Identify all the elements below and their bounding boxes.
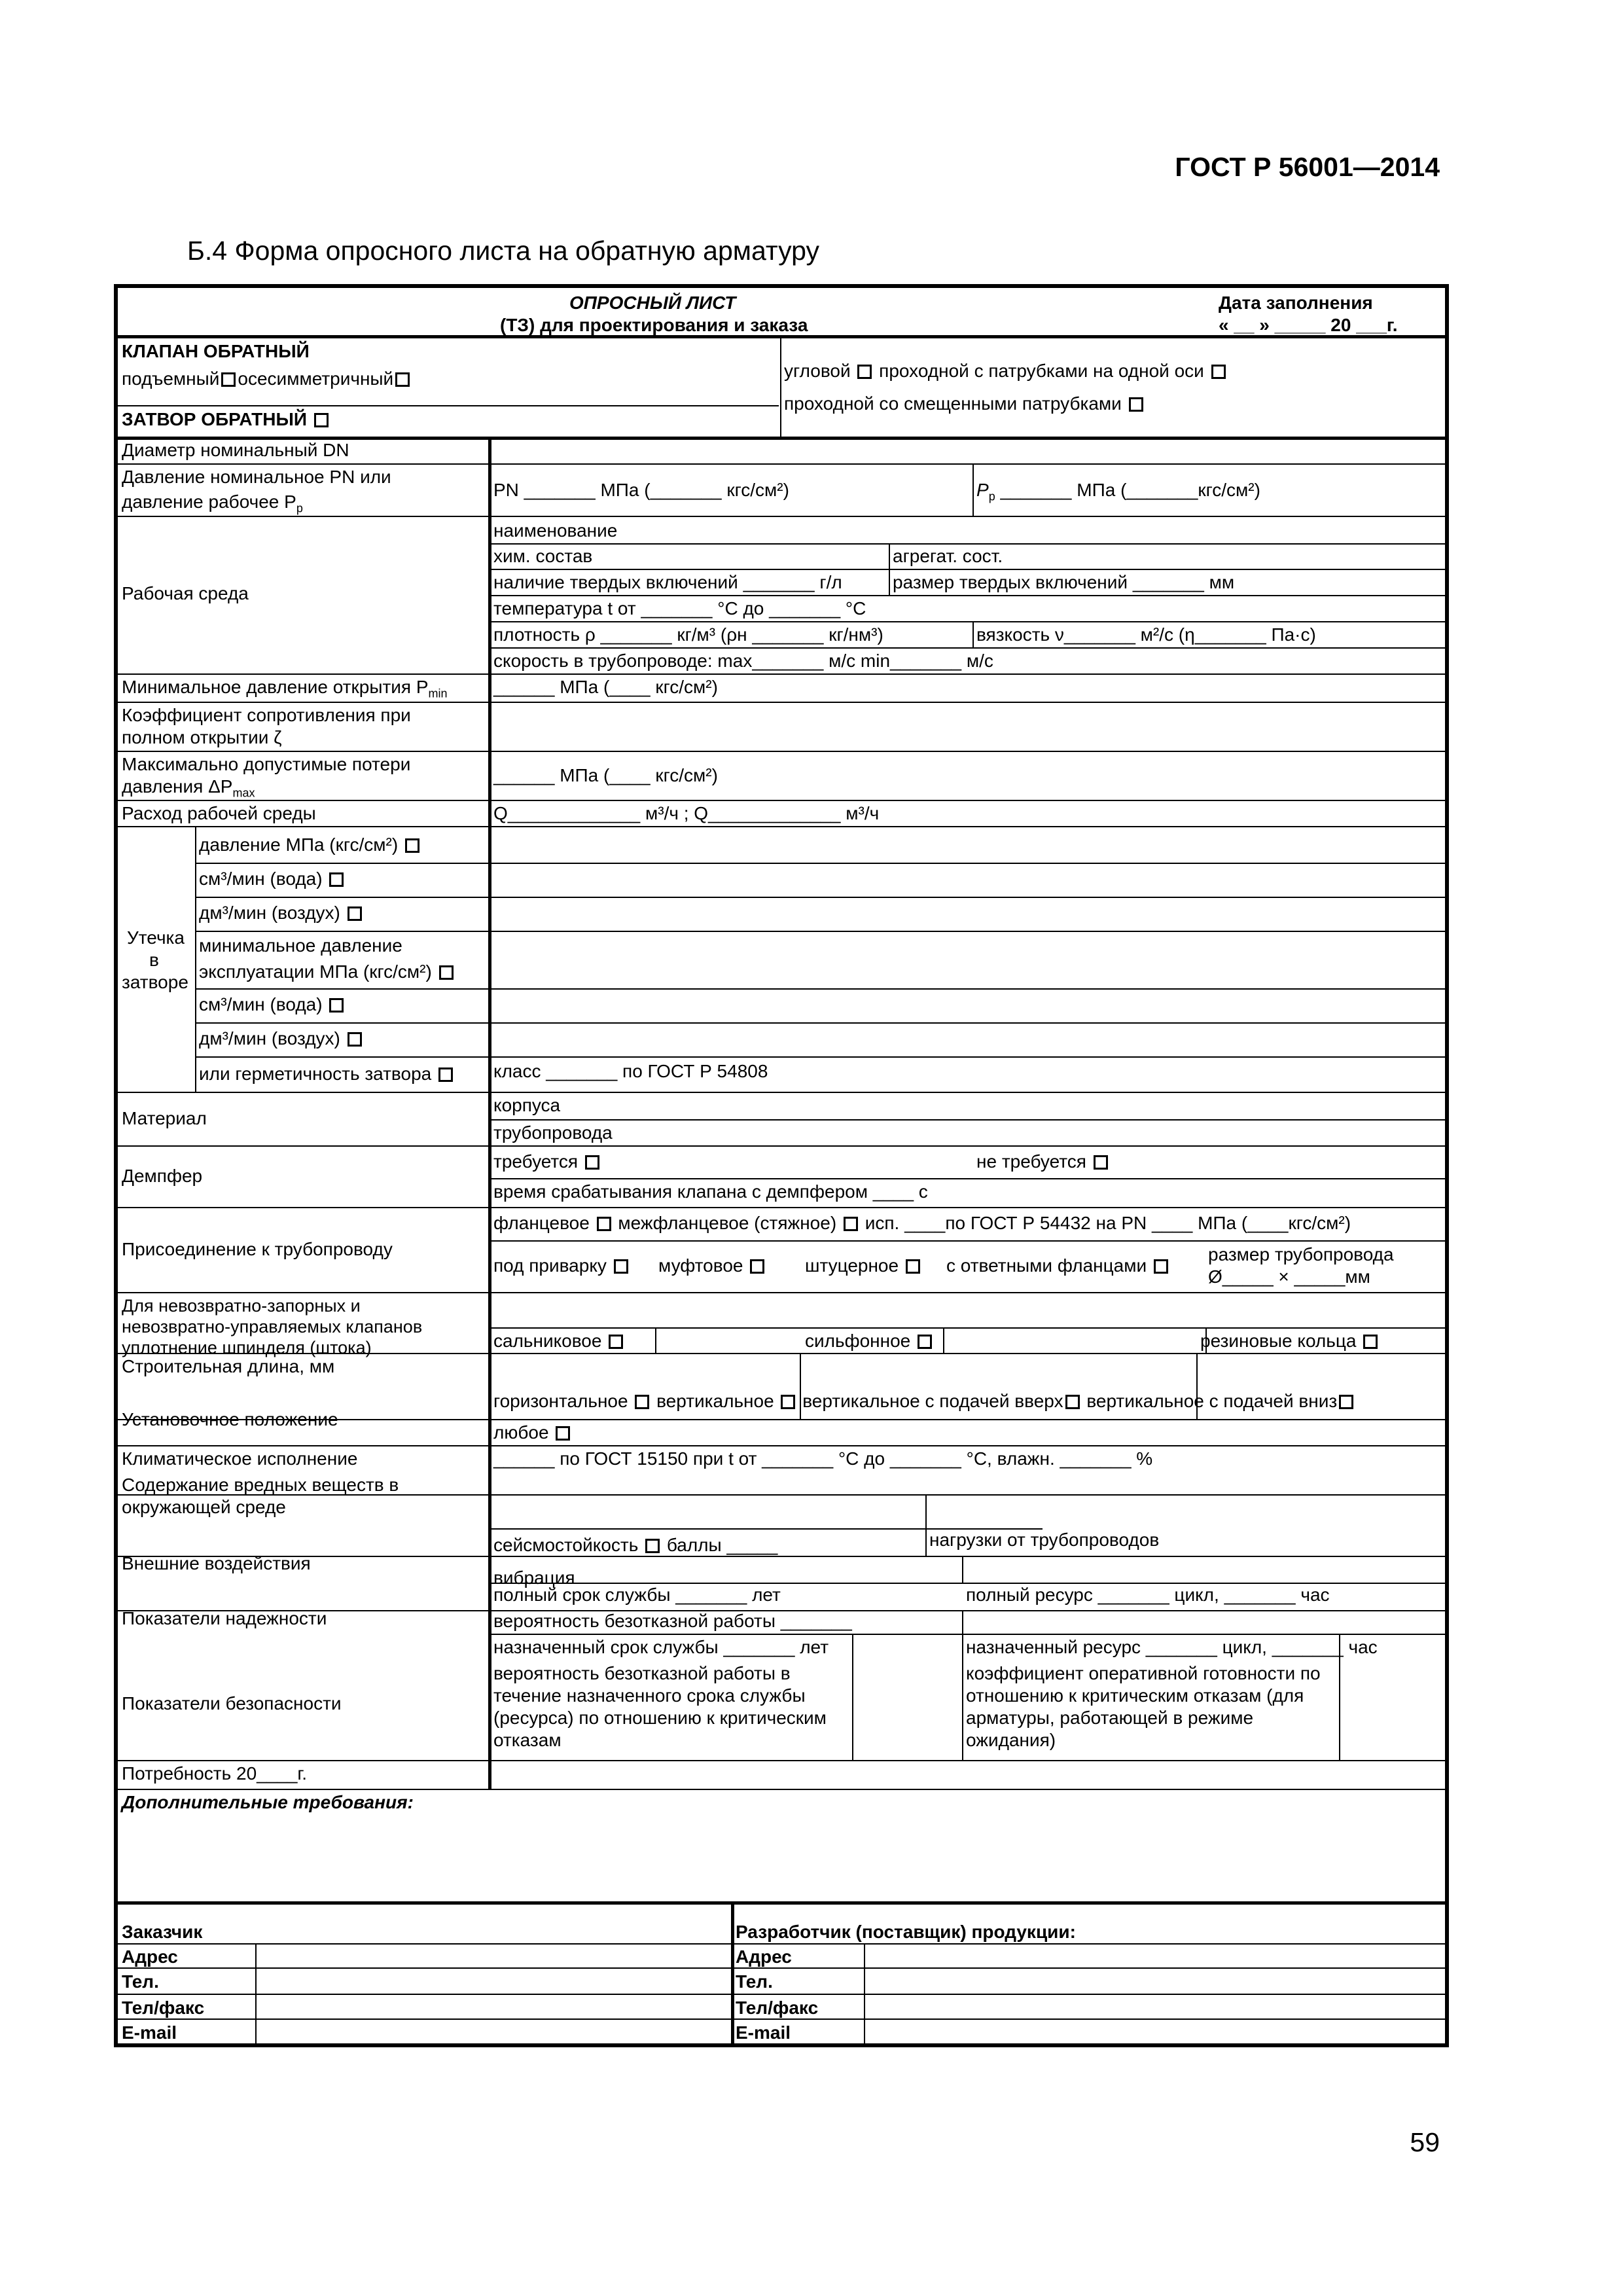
option-damper-required[interactable]: требуется (493, 1151, 601, 1173)
label-connection: Присоединение к трубопроводу (122, 1239, 393, 1259)
option-leak-air-2[interactable]: дм³/мин (воздух) (199, 1028, 364, 1050)
label-climate: Климатическое исполнение (122, 1448, 358, 1469)
option-weld[interactable]: под приварку (493, 1255, 630, 1277)
label-zeta-2: полном открытии ζ (122, 727, 282, 747)
checkbox-icon (439, 965, 454, 980)
field-full-life[interactable]: полный срок службы _______ лет (493, 1585, 781, 1605)
field-material-body[interactable]: корпуса (493, 1095, 561, 1115)
label-developer-address: Адрес (736, 1946, 792, 1967)
checkbox-icon (1129, 397, 1143, 412)
label-medium: Рабочая среда (122, 583, 249, 603)
field-assigned-resource[interactable]: назначенный ресурс _______ цикл, _______ час (966, 1637, 1378, 1657)
label-leak-2: в (149, 950, 159, 970)
label-safety: Показатели безопасности (122, 1693, 342, 1713)
option-bellows[interactable]: сильфонное (805, 1330, 934, 1352)
field-reliability-prob[interactable]: вероятность безотказной работы _______ (493, 1611, 852, 1631)
checkbox-icon (585, 1155, 599, 1170)
label-seal-2: невозвратно-управляемых клапанов (122, 1317, 423, 1336)
label-customer-address: Адрес (122, 1946, 178, 1967)
option-minp[interactable]: эксплуатации МПа (кгс/см²) (199, 961, 455, 983)
checkbox-icon (314, 413, 329, 427)
field-pipe-loads[interactable]: нагрузки от трубопроводов (929, 1530, 1160, 1550)
checkbox-icon (857, 365, 872, 379)
field-climate[interactable]: ______ по ГОСТ 15150 при t от _______ °С до _______ °С, влажн. _______ % (493, 1448, 1153, 1469)
label-readiness-4: ожидания) (966, 1730, 1056, 1750)
label-flow: Расход рабочей среды (122, 803, 316, 823)
checkbox-icon (597, 1217, 611, 1231)
option-angle[interactable]: угловой проходной с патрубками на одной оси (784, 360, 1228, 382)
label-dp-1: Максимально допустимые потери (122, 754, 411, 774)
checkbox-icon (438, 1067, 453, 1082)
option-leak-water[interactable]: см³/мин (вода) (199, 868, 346, 890)
checkbox-icon (906, 1259, 920, 1274)
label-safety-prob-1: вероятность безотказной работы в (493, 1663, 791, 1683)
option-leak-pressure[interactable]: давление МПа (кгс/см²) (199, 834, 421, 856)
field-state[interactable]: агрегат. сост. (893, 546, 1003, 566)
option-gate[interactable]: ЗАТВОР ОБРАТНЫЙ (122, 408, 330, 431)
option-position[interactable]: горизонтальное вертикальное вертикальное с подачей вверх вертикальное с подачей вниз (493, 1390, 1355, 1412)
label-extra-requirements: Дополнительные требования: (122, 1792, 414, 1812)
option-seismic[interactable]: сейсмостойкость баллы _____ (493, 1535, 778, 1555)
label-pn-2: давление рабочее $P_р$ (122, 492, 303, 515)
checkbox-icon (750, 1259, 764, 1274)
option-lift[interactable]: подъемный осесимметричный (122, 368, 412, 390)
field-dp[interactable]: ______ МПа (____ кгс/см²) (493, 765, 718, 785)
checkbox-icon (1211, 365, 1226, 379)
label-customer: Заказчик (122, 1922, 203, 1942)
field-material-pipe[interactable]: трубопровода (493, 1122, 613, 1143)
label-pmin: Минимальное давление открытия $P_{min}$ (122, 677, 448, 700)
field-assigned-life[interactable]: назначенный срок службы _______ лет (493, 1637, 829, 1657)
field-vibration[interactable]: вибрация (493, 1568, 575, 1588)
valve-type-label: КЛАПАН ОБРАТНЫЙ (122, 341, 310, 361)
label-customer-tel: Тел. (122, 1971, 159, 1992)
checkbox-icon (395, 372, 410, 387)
label-minp-1: минимальное давление (199, 935, 402, 956)
checkbox-icon (221, 372, 236, 387)
form-subtitle: (ТЗ) для проектирования и заказа (500, 315, 808, 335)
checkbox-icon (1094, 1155, 1108, 1170)
field-chem[interactable]: хим. состав (493, 546, 593, 566)
standard-number: ГОСТ Р 56001—2014 (1175, 152, 1440, 182)
checkbox-icon (1065, 1395, 1080, 1409)
label-developer-tel: Тел. (736, 1971, 773, 1992)
label-external: Внешние воздействия (122, 1553, 311, 1573)
option-leak-air[interactable]: дм³/мин (воздух) (199, 902, 364, 924)
checkbox-icon (781, 1395, 795, 1409)
field-solids[interactable]: наличие твердых включений _______ г/л (493, 572, 842, 592)
option-tightness[interactable]: или герметичность затвора (199, 1063, 455, 1085)
checkbox-icon (645, 1539, 660, 1553)
questionnaire-form (114, 284, 1449, 2047)
label-damper: Демпфер (122, 1166, 203, 1186)
field-full-resource[interactable]: полный ресурс _______ цикл, _______ час (966, 1585, 1330, 1605)
label-harmful-2: окружающей среде (122, 1497, 286, 1517)
field-density[interactable]: плотность ρ _______ кг/м³ (ρн _______ кг/нм³) (493, 624, 883, 645)
caption: Б.4 Форма опросного листа на обратную арматуру (187, 236, 819, 266)
option-gland[interactable]: сальниковое (493, 1330, 625, 1352)
label-customer-fax: Тел/факс (122, 1998, 205, 2018)
field-pipe-size[interactable]: Ø_____ × _____мм (1208, 1266, 1370, 1287)
label-safety-prob-4: отказам (493, 1730, 562, 1750)
field-medium-name[interactable]: наименование (493, 520, 618, 541)
label-zeta-1: Коэффициент сопротивления при (122, 705, 411, 725)
checkbox-icon (635, 1395, 649, 1409)
label-developer-fax: Тел/факс (736, 1998, 819, 2018)
field-class[interactable]: класс _______ по ГОСТ Р 54808 (493, 1061, 768, 1081)
option-sleeve[interactable]: муфтовое (658, 1255, 766, 1277)
label-safety-prob-2: течение назначенного срока службы (493, 1685, 806, 1706)
label-reliability: Показатели надежности (122, 1608, 327, 1628)
label-developer-email: E-mail (736, 2022, 791, 2043)
checkbox-icon (1339, 1395, 1353, 1409)
option-fitting[interactable]: штуцерное (805, 1255, 922, 1277)
checkbox-icon (348, 1032, 362, 1047)
label-leak-3: затворе (122, 972, 188, 992)
date-field[interactable]: « __ » _____ 20 ___г. (1219, 315, 1398, 335)
option-flange[interactable]: фланцевое межфланцевое (стяжное) исп. ____по ГОСТ Р 54432 на PN ____ МПа (____кгс/см²) (493, 1213, 1351, 1233)
option-any[interactable]: любое (493, 1422, 572, 1444)
label-seal-3: уплотнение шпинделя (штока) (122, 1338, 372, 1357)
option-counter-flanges[interactable]: с ответными фланцами (946, 1255, 1170, 1277)
field-flow[interactable]: Q_____________ м³/ч ; Q_____________ м³/ч (493, 803, 880, 823)
field-solid-size[interactable]: размер твердых включений _______ мм (893, 572, 1235, 592)
field-temperature[interactable]: температура t от _______ °С до _______ °С (493, 598, 866, 619)
label-pipe-size: размер трубопровода (1208, 1244, 1394, 1265)
option-damper-not-required[interactable]: не требуется (976, 1151, 1110, 1173)
label-readiness-3: арматуры, работающей в режиме (966, 1708, 1254, 1728)
option-rubber-rings[interactable]: резиновые кольца (1200, 1330, 1380, 1352)
label-need: Потребность 20____г. (122, 1763, 308, 1784)
checkbox-icon (329, 998, 344, 1013)
label-pn-1: Давление номинальное PN или (122, 467, 391, 487)
label-developer: Разработчик (поставщик) продукции: (736, 1922, 1076, 1942)
field-speed[interactable]: скорость в трубопроводе: max_______ м/с min_______ м/с (493, 651, 993, 671)
form-title: ОПРОСНЫЙ ЛИСТ (569, 293, 736, 313)
label-seal-1: Для невозвратно-запорных и (122, 1296, 361, 1316)
label-dn: Диаметр номинальный DN (122, 440, 349, 460)
label-material: Материал (122, 1108, 207, 1128)
option-through-offset[interactable]: проходной со смещенными патрубками (784, 393, 1145, 415)
checkbox-icon (348, 906, 362, 921)
date-label: Дата заполнения (1219, 293, 1373, 313)
checkbox-icon (405, 838, 419, 853)
checkbox-icon (844, 1217, 858, 1231)
checkbox-icon (609, 1335, 623, 1349)
label-length: Строительная длина, мм (122, 1356, 335, 1376)
checkbox-icon (918, 1335, 932, 1349)
checkbox-icon (614, 1259, 628, 1274)
checkbox-icon (556, 1426, 570, 1441)
label-readiness-2: отношению к критическим отказам (для (966, 1685, 1304, 1706)
field-damper-time[interactable]: время срабатывания клапана с демпфером ____ с (493, 1181, 928, 1202)
field-pmin[interactable]: ______ МПа (____ кгс/см²) (493, 677, 718, 697)
label-leak-1: Утечка (127, 927, 185, 948)
option-leak-water-2[interactable]: см³/мин (вода) (199, 994, 346, 1016)
label-readiness-1: коэффициент оперативной готовности по (966, 1663, 1321, 1683)
field-pn[interactable]: PN _______ МПа (_______ кгс/см²) (493, 480, 789, 500)
field-pp[interactable]: $P_р$ _______ МПа (_______кгс/см²) (976, 480, 1260, 503)
checkbox-icon (1363, 1335, 1378, 1349)
label-safety-prob-3: (ресурса) по отношению к критическим (493, 1708, 827, 1728)
label-harmful-1: Содержание вредных веществ в (122, 1475, 399, 1495)
page-number: 59 (1410, 2127, 1440, 2157)
checkbox-icon (1154, 1259, 1168, 1274)
label-dp-2: давления $\Delta P_{max}$ (122, 776, 255, 800)
label-position: Установочное положение (122, 1409, 338, 1429)
field-viscosity[interactable]: вязкость ν_______ м²/с (η_______ Па·с) (976, 624, 1316, 645)
checkbox-icon (329, 872, 344, 887)
label-customer-email: E-mail (122, 2022, 177, 2043)
